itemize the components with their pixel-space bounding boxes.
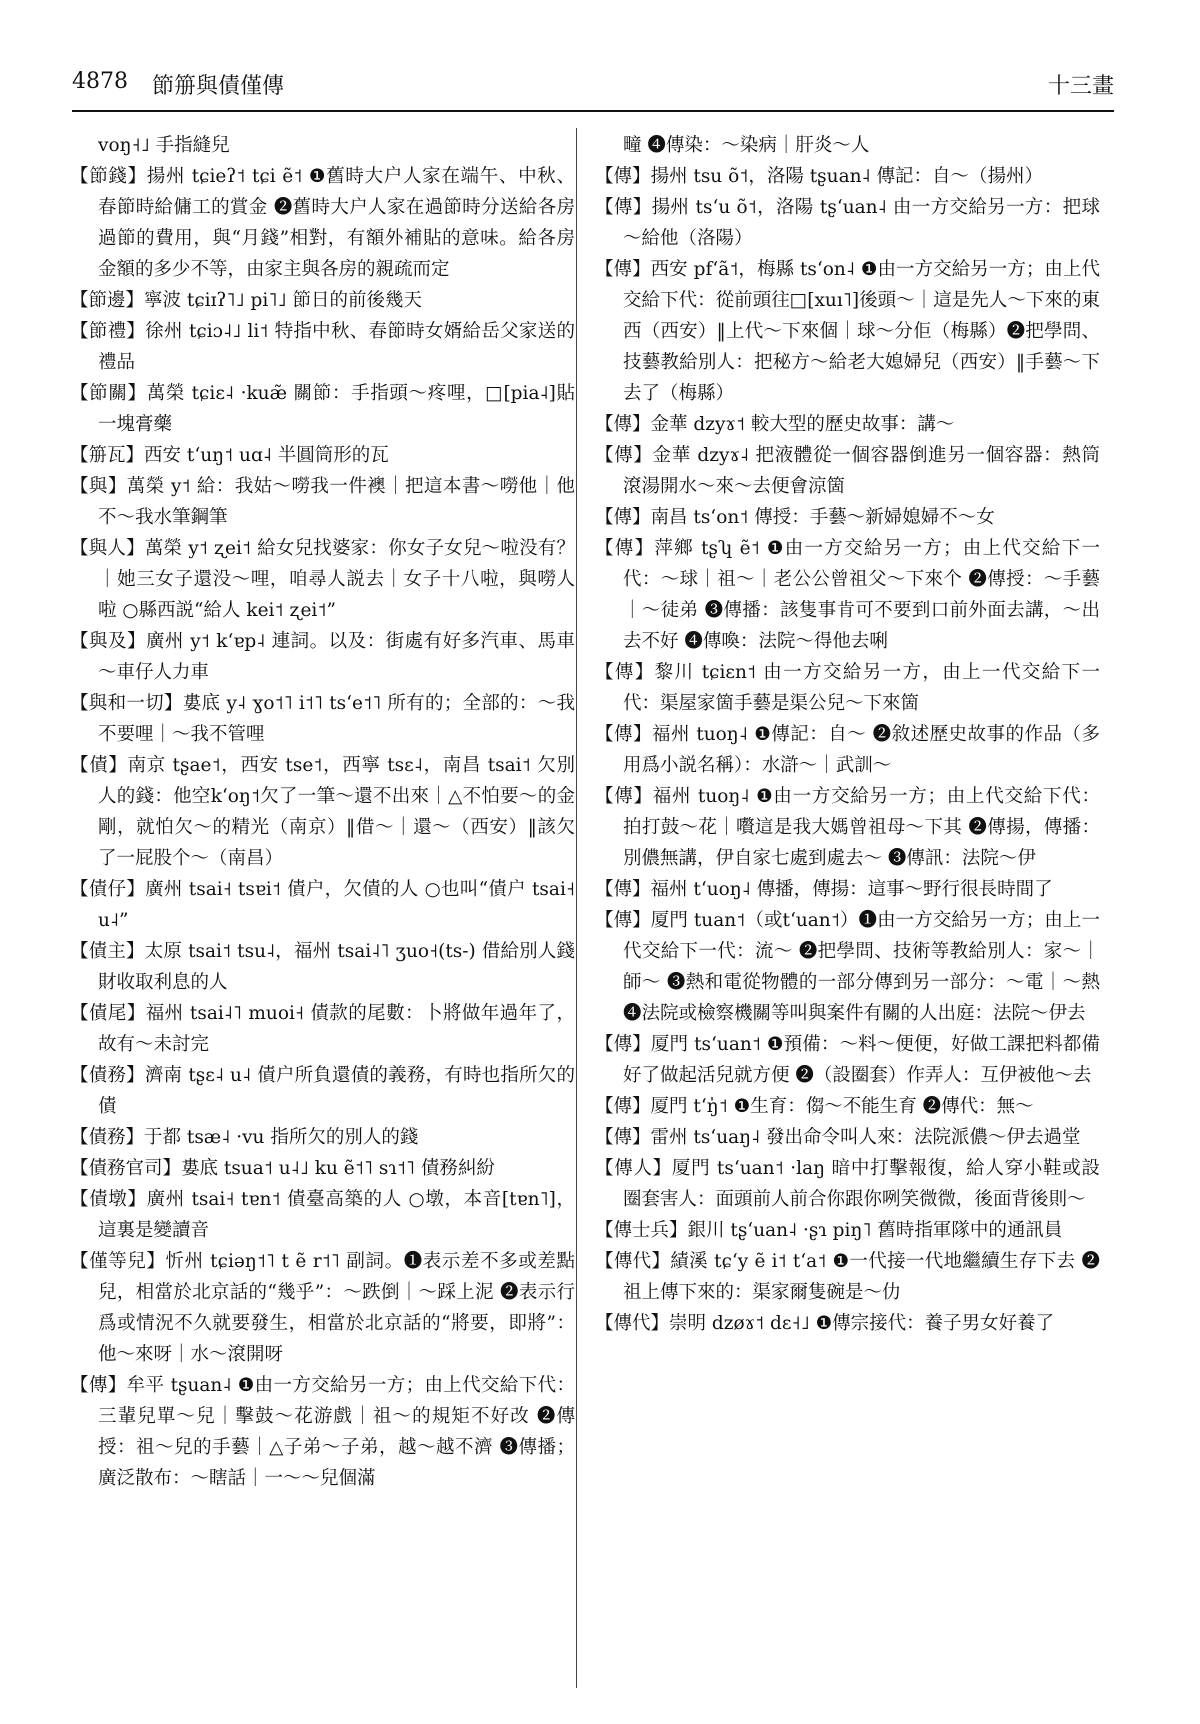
dictionary-entry: 【與及】廣州 y˦ k‘ɐp˨ 連詞。以及：街處有好多汽車、馬車～車仔人力車	[70, 631, 575, 683]
dictionary-entry: 【債尾】福州 tsai˨˥ muoi˧ 債款的尾數：卜將做年過年了，故有～未討完	[70, 1003, 575, 1055]
dictionary-entry: 【傳】雷州 ts‘uaŋ˨ 發出命令叫人來：法院派儂～伊去過堂	[595, 1127, 1081, 1148]
dictionary-entry: 【僅等兒】忻州 tɕiəŋ˦˥ t ẽ r˦˥ 副詞。❶表示差不多或差點兒，相當於北京話的“幾乎”：～跌倒｜～踩上泥 ❷表示行爲或情況不久就要發生，相當於北京話的“將要，即將”：他～來呀｜水～滾開呀	[70, 1251, 575, 1365]
dictionary-entry: 【傳】福州 t‘uoŋ˨ 傳播，傳揚：這事～野行很長時間了	[595, 879, 1053, 900]
dictionary-entry: 【傳】厦門 t‘ŋ̍˦ ❶生育：㑳～不能生育 ❷傳代：無～	[595, 1096, 1034, 1117]
dictionary-entry: 【債務】濟南 tʂɛ˨ u˨ 債户所負還債的義務，有時也指所欠的債	[70, 1065, 575, 1117]
right-column	[595, 130, 1100, 1339]
dictionary-entry: 【債】南京 tʂae˦，西安 tse˦，西寧 tsɛ˨，南昌 tsai˦ 欠別人的錢：他空k‘oŋ˦欠了一筆～還不出來｜△不怕要～的金剛，就怕欠～的精光（南京）‖借～｜還～（西安）‖該欠了一屁股个～（南昌）	[70, 755, 575, 869]
dictionary-entry: 【傳代】績溪 tɕ‘y ẽ i˦ t‘a˦ ❶一代接一代地繼續生存下去 ❷祖上傳下來的：渠家爾隻碗是～仂	[595, 1251, 1100, 1303]
dictionary-entry: 【傳】福州 tuoŋ˨ ❶由一方交給另一方；由上代交給下代：拍打鼓～花｜嚽這是我大媽曾祖母～下其 ❷傳揚，傳播：別儂無講，伊自家七處到處去～ ❸傳訊：法院～伊	[595, 786, 1100, 869]
dictionary-entry: 【傳】揚州 tsu õ˦，洛陽 tʂuan˨ 傳記：自～（揚州）	[595, 166, 1044, 187]
page-header	[72, 64, 1114, 112]
dictionary-entry: 【債墩】廣州 tsai˧ tɐn˦ 債臺高築的人 ○墩，本音[tɐn˥]，這裏是變讀音	[70, 1189, 575, 1241]
dictionary-entry: voŋ˧˩ 手指縫兒	[98, 135, 230, 156]
dictionary-entry: 【傳】厦門 ts‘uan˦ ❶預備：～料～便便，好做工課把料都備好了做起活兒就方便 ❷（設圈套）作弄人：互伊被他～去	[595, 1034, 1100, 1086]
dictionary-entry: 【債務官司】婁底 tsua˦ u˨˩ ku ẽ˦˥ sɿ˦˥ 債務糾紛	[70, 1158, 495, 1179]
dictionary-entry: 【傳】金華 dzyɤ˦ 較大型的歷史故事：講～	[595, 414, 955, 435]
section-title: 節笧與債僅傳	[152, 73, 285, 99]
header-left	[72, 69, 284, 100]
dictionary-entry: 【債務】于都 tsæ˨ ·vu 指所欠的別人的錢	[70, 1127, 419, 1148]
dictionary-entry: 【與和一切】婁底 y˨ ɣo˦˥ i˦˥ ts‘e˦˥ 所有的；全部的：～我不要哩｜～我不管哩	[70, 693, 575, 745]
dictionary-entry: 【節錢】揚州 tɕieʔ˦ tɕi ẽ˦ ❶舊時大户人家在端午、中秋、春節時給傭工的賞金 ❷舊時大户人家在過節時分送給各房過節的費用，與“月錢”相對，有額外補貼的意味。給各房金額的多少不等，由家主與各房的親疏而定	[70, 166, 575, 280]
dictionary-entry: 【傳】南昌 ts‘on˦ 傳授：手藝～新婦媳婦不～女	[595, 507, 995, 528]
column-divider	[576, 128, 577, 1688]
dictionary-entry: 【傳人】厦門 ts‘uan˦ ·laŋ 暗中打擊報復，給人穿小鞋或設圈套害人：面頭前人前合你跟你咧笑微微，後面背後則～	[595, 1158, 1100, 1210]
dictionary-entry: 【節禮】徐州 tɕiɔ˨˩ li˦ 特指中秋、春節時女婿給岳父家送的禮品	[70, 321, 575, 373]
left-column	[70, 130, 575, 1494]
dictionary-entry: 【笧瓦】西安 t‘uŋ˦ uɑ˨ 半圓筒形的瓦	[70, 445, 389, 466]
dictionary-entry: 【傳】牟平 tʂuan˨ ❶由一方交給另一方；由上代交給下代：三輩兒單～兒｜擊鼓～花游戲｜祖～的規矩不好改 ❷傳授：祖～兒的手藝｜△子弟～子弟，越～越不濟 ❸傳播；廣泛散布：～瞎話｜一～～兒個滿	[70, 1375, 575, 1489]
dictionary-entry: 【節邊】寧波 tɕiɪʔ˥˩ pi˥˩ 節日的前後幾天	[70, 290, 422, 311]
dictionary-entry: 【傳】福州 tuoŋ˨ ❶傳記：自～ ❷敘述歷史故事的作品（多用爲小説名稱）：水滸～｜武訓～	[595, 724, 1100, 776]
dictionary-entry: 【傳代】崇明 dzøɤ˦ dɛ˧˩ ❶傳宗接代：養子男女好養了	[595, 1313, 1055, 1334]
dictionary-entry: 【傳】西安 pf‘ã˦，梅縣 ts‘on˨ ❶由一方交給另一方；由上代交給下代：從前頭往□[xuı˥]後頭～｜這是先人～下來的東西（西安）‖上代～下來個｜球～分佢（梅縣）❷把學問、技藝教給別人：把秘方～給老大媳婦兒（西安）‖手藝～下去了（梅縣）	[595, 259, 1100, 404]
dictionary-entry: 【傳】金華 dzyɤ˨ 把液體從一個容器倒進另一個容器：熱筒滾湯開水～來～去便會涼箇	[595, 445, 1100, 497]
dictionary-entry: 【與】萬榮 y˦ 給：我姑～嘮我一件襖｜把這本書～嘮他｜他不～我水筆鋼筆	[70, 476, 575, 528]
dictionary-entry: 【傳】萍鄉 tʂʮ ẽ˦ ❶由一方交給另一方；由上代交給下一代：～球｜祖～｜老公公曾祖父～下來个 ❷傳授：～手藝｜～徒弟 ❸傳播：該隻事肯可不要到口前外面去講，～出去不好 ❹傳喚：法院～得他去唎	[595, 538, 1100, 652]
dictionary-entry: 【傳士兵】銀川 tʂ‘uan˨ ·ʂɿ piŋ˥ 舊時指軍隊中的通訊員	[595, 1220, 1063, 1241]
dictionary-entry: 【債主】太原 tsai˦ tsu˨，福州 tsai˨˥ ʒuo˧(ts-) 借給別人錢財收取利息的人	[70, 941, 575, 993]
stroke-count-label: 十三畫	[1047, 73, 1114, 99]
page-number: 4878	[72, 68, 128, 94]
dictionary-entry: 【債仔】廣州 tsai˧ tsɐi˦ 債户，欠債的人 ○也叫“債户 tsai˧ u˨”	[70, 879, 575, 931]
dictionary-entry: 疃 ❹傳染：～染病｜肝炎～人	[623, 135, 870, 156]
dictionary-entry: 【與人】萬榮 y˦ ʐei˦ 給女兒找婆家：你女子女兒～啦没有？｜她三女子還没～哩，咱尋人説去｜女子十八啦，與嘮人啦 ○縣西説“給人 kei˦ ʐei˦”	[70, 538, 575, 621]
dictionary-entry: 【節關】萬榮 tɕiɛ˨ ·kuæ̃ 關節：手指頭～疼哩，□[pia˨]貼一塊膏藥	[70, 383, 575, 435]
dictionary-entry: 【傳】揚州 ts‘u õ˦，洛陽 tʂ‘uan˨ 由一方交給另一方：把球～給他（洛陽）	[595, 197, 1100, 249]
dictionary-entry: 【傳】黎川 tɕiɛn˦ 由一方交給另一方，由上一代交給下一代：渠屋家箇手藝是渠公兒～下來箇	[595, 662, 1100, 714]
dictionary-entry: 【傳】厦門 tuan˦（或t‘uan˦）❶由一方交給另一方；由上一代交給下一代：流～ ❷把學問、技術等教給別人：家～｜師～ ❸熱和電從物體的一部分傳到另一部分：～電｜～熱 ❹法院或檢察機關等叫與案件有關的人出庭：法院～伊去	[595, 910, 1100, 1024]
